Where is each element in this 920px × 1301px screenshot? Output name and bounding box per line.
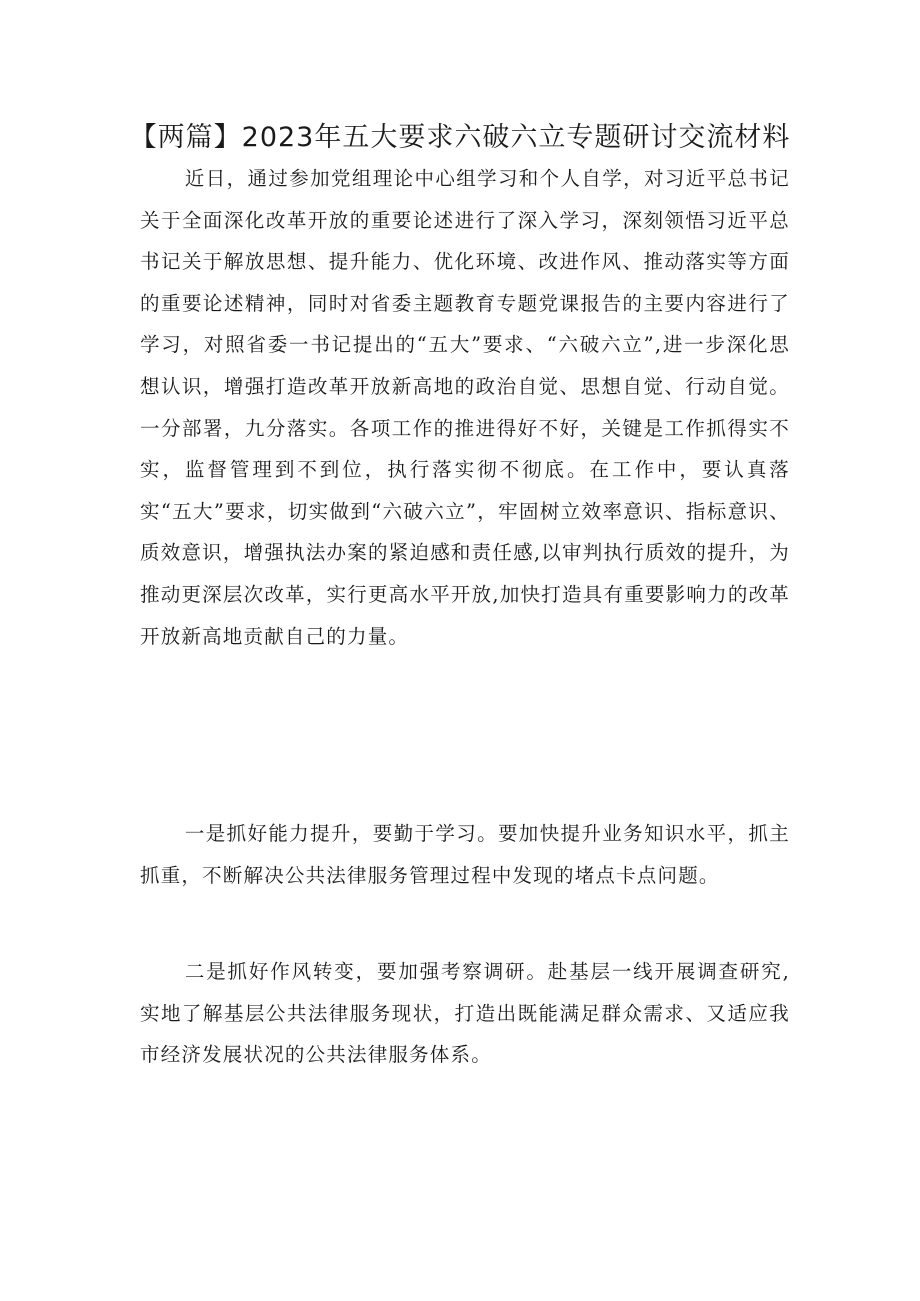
paragraph-point-one: 一是抓好能力提升，要勤于学习。要加快提升业务知识水平，抓主抓重，不断解决公共法律服务管理过程中发现的堵点卡点问题。 xyxy=(140,822,790,887)
document-title: 【两篇】2023年五大要求六破六立专题研讨交流材料 xyxy=(129,122,791,153)
paragraph-intro: 近日，通过参加党组理论中心组学习和个人自学，对习近平总书记关于全面深化改革开放的重要论述进行了深入学习，深刻领悟习近平总书记关于解放思想、提升能力、优化环境、改进作风、推动落实等方面的重要论述精神，同时对省委主题教育专题党课报告的主要内容进行了学习，对照省委一书记提出的“五大”要求、“六破六立”,进一步深化思想认识，增强打造改革开放新高地的政治自觉、思想自觉、行动自觉。一分部署，九分落实。各项工作的推进得好不好，关键是工作抓得实不实，监督管理到不到位，执行落实彻不彻底。在工作中，要认真落实“五大”要求，切实做到“六破六立”，牢固树立效率意识、指标意识、质效意识，增强执法办案的紧迫感和责任感,以审判执行质效的提升，为推动更深层次改革，实行更高水平开放,加快打造具有重要影响力的改革开放新高地贡献自己的力量。 xyxy=(140,167,790,648)
paragraph-point-two: 二是抓好作风转变，要加强考察调研。赴基层一线开展调查研究,实地了解基层公共法律服务现状，打造出既能满足群众需求、又适应我市经济发展状况的公共法律服务体系。 xyxy=(140,960,790,1067)
